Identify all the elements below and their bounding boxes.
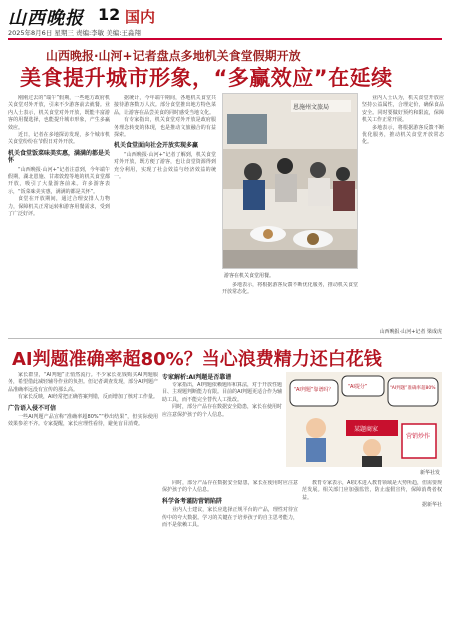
story1-column-2	[114, 95, 216, 335]
canteen-photo	[222, 93, 358, 269]
photo-caption: 游客在机关食堂用餐。	[224, 273, 275, 279]
story2-headline: AI判题准确率超80%？当心浪费精力还白花钱	[12, 349, 382, 370]
paragraph: 一些AI判题产品宣称“准确率超80%”“秒出结果”，但实际使用效果参差不齐。专家提醒，家长应理性看待，避免盲目消费。	[8, 414, 158, 428]
paragraph: “山西晚报·山河+”记者注意到，今年端午假期，湖北恩施、甘肃敦煌等地的机关食堂都开放，吸引了大量游客前来。许多游客表示，“饭菜味美实惠，满满的都是关怀”。	[8, 166, 110, 195]
illus-sign-5: 营销炒作	[406, 433, 431, 440]
paragraph: 家长群里，“AI判题”正悄然流行。不少家长花钱购买AI判题服务，希望借此减轻辅导作业的负担。但记者调查发现，部分AI判题产品准确率远没有宣传的那么高。	[8, 372, 158, 393]
paragraph: 据统计，今年端午期间，各地机关食堂共接待游客数万人次。部分食堂推出地方特色菜品，让游客在品尝美食的同时感受当地文化。	[114, 95, 216, 116]
story2-expert-title: 专家解析:AI判题是否靠谱	[162, 374, 232, 381]
paragraph: “山西晚报·山河+”记者了解到，机关食堂对外开放，既方便了游客，也让食堂资源得到充分利用，实现了社会效益与经济效益的统一。	[114, 151, 216, 181]
story2-subhead-2: 科学备考谨防营销陷阱	[162, 497, 223, 505]
story1-column-3	[362, 95, 444, 330]
masthead-rule	[8, 38, 442, 40]
story2-subhead-1: 广告语入侵不可信	[8, 404, 57, 412]
story1-headline: 美食提升城市形象，“多赢效应”在延续	[20, 66, 393, 90]
story2-column-right	[302, 480, 442, 634]
paragraph: 教育专家表示，AI技术进入教育领域是大势所趋，但需要规范发展。相关部门应加强监管，防止虚假宣传，保障消费者权益。	[302, 480, 442, 501]
illus-sign-3: “AI提分”	[348, 384, 368, 390]
illus-sign-4: 某题商家	[354, 426, 379, 433]
paragraph: 据新华社	[421, 502, 442, 509]
paragraph: 业内人士建议，家长应选择正规平台的产品，理性对待宣传中的夸大数据。学习的关键在于培养孩子的自主思考能力，而不是依赖工具。	[162, 507, 298, 529]
paragraph: 同时，部分产品存在数据安全隐患，家长在使用时应注意保护孩子的个人信息。	[162, 404, 282, 418]
section-divider	[8, 338, 442, 339]
paragraph: 业内人士认为，机关食堂开放应坚持公益属性，合理定价，确保食品安全。同时要做好预约和限流，保障机关工作正常开展。	[362, 95, 444, 124]
illustration-caption: 新华社发	[419, 470, 440, 476]
photo-sign: 恩施州文旅局	[293, 104, 330, 111]
story1-column-1	[8, 95, 110, 335]
illus-sign-2: “AI判题”准确率超80%	[390, 386, 436, 391]
paragraph: 食堂在开放期间，通过合理安排人力物力，保障机关正常运转和游客用餐需求，受到了广泛好评。	[8, 196, 110, 218]
story1-subhead-1: 机关食堂饭菜味美实惠，满满的都是关怀	[8, 149, 110, 165]
paragraph: 有家长反映，AI经常把正确答案判错，反而增加了核对工作量。	[18, 394, 158, 401]
paragraph: 有专家指出，机关食堂对外开放是政府服务理念转变的体现，也是推动文旅融合的有益探索。	[114, 117, 216, 139]
page-number: 12	[98, 5, 121, 24]
masthead	[0, 0, 450, 40]
paragraph: 近日，记者在多地探访发现，多个城市机关食堂纷纷在节假日对外开放。	[8, 132, 110, 146]
paragraph: 多地表示，将根据游客反馈不断优化服务，推动机关食堂开放常态化。	[362, 124, 444, 146]
paragraph: 多地表示，将根据游客反馈不断优化服务，推动机关食堂开放常态化。	[222, 282, 358, 296]
story2-column-left	[8, 372, 158, 634]
newspaper-logo: 山西晚报	[8, 8, 84, 29]
story1-column-3b	[222, 282, 358, 332]
story2-column-mid2	[162, 480, 298, 634]
paragraph: 专家指出，AI判题依赖题库和算法，对于开放性题目、主观题判断能力有限。目前的AI判题更适合作为辅助工具，而不能完全替代人工批改。	[162, 382, 282, 403]
story1-byline: 山西晚报·山河+记者 梁成虎	[379, 329, 442, 335]
story2-column-mid	[162, 382, 282, 477]
illus-sign-1: “AI判题”靠谱吗？	[294, 387, 334, 393]
paragraph: 同时，部分产品存在数据安全隐患，家长在使用时应注意保护孩子的个人信息。	[162, 480, 298, 494]
story1-subhead-2: 机关食堂面向社会开放实现多赢	[114, 142, 199, 150]
dateline: 2025年8月6日 星期三 责编:李敏 美编:王淼翔	[8, 29, 141, 37]
ai-grading-illustration	[286, 372, 442, 467]
section-name: 国内	[125, 8, 156, 26]
story1-kicker: 山西晚报·山河+记者盘点多地机关食堂假期开放	[46, 49, 301, 63]
paragraph: 刚刚过去的“端午”假期，一些地方政府机关食堂对外开放，引来不少游客前去就餐。业内人士表示，机关食堂对外开放，既能丰富游客的用餐选择，也能提升城市形象，产生多赢效应。	[8, 95, 110, 131]
